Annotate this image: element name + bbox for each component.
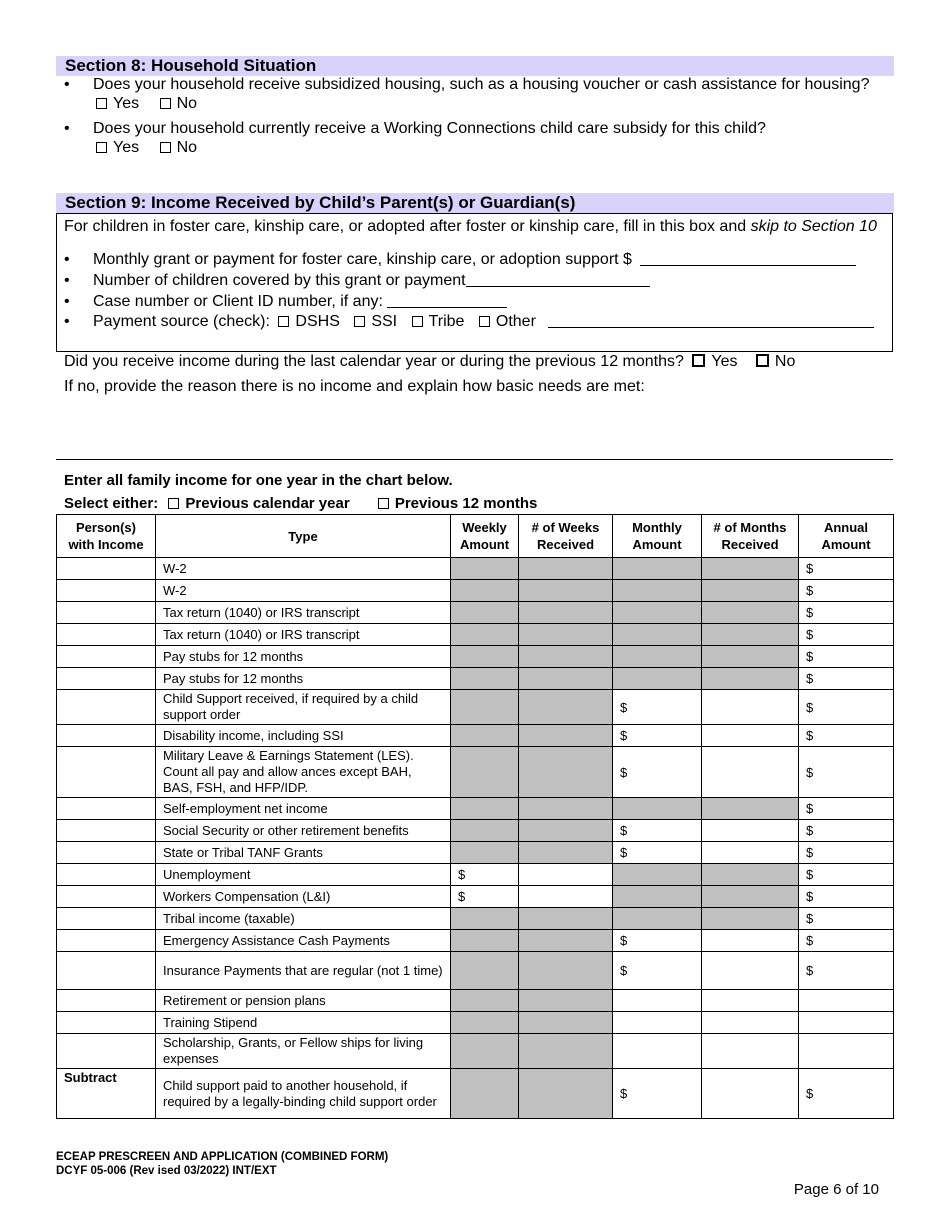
grant-amount-label: Monthly grant or payment for foster care, kinship care, or adoption support $ [93,251,632,268]
annual-cell[interactable]: $ [799,1069,894,1119]
months-cell[interactable] [702,602,799,624]
income-table-header [57,515,894,558]
weeks-cell[interactable] [519,842,613,864]
type-cell: Pay stubs for 12 months [156,668,451,690]
monthly-cell[interactable] [613,1012,702,1034]
weeks-cell[interactable] [519,558,613,580]
ssi-label: SSI [371,313,398,330]
type-cell: Retirement or pension plans [156,990,451,1012]
months-cell[interactable] [702,930,799,952]
income-yes-checkbox[interactable] [692,354,705,367]
monthly-cell[interactable]: $ [613,820,702,842]
person-cell[interactable] [57,646,156,668]
annual-cell[interactable]: $ [799,820,894,842]
subsidy-no-checkbox[interactable] [160,142,171,153]
weekly-cell[interactable] [451,580,519,602]
weeks-cell[interactable] [519,646,613,668]
col-person: Person(s) with Income [57,515,156,558]
tribe-checkbox[interactable] [412,316,423,327]
annual-cell[interactable]: $ [799,930,894,952]
weeks-cell[interactable] [519,1034,613,1069]
enter-income-instruction: Enter all family income for one year in the chart below. [64,472,453,489]
income-no-checkbox[interactable] [756,354,769,367]
other-checkbox[interactable] [479,316,490,327]
months-cell[interactable] [702,864,799,886]
person-cell[interactable] [57,908,156,930]
person-cell[interactable] [57,668,156,690]
monthly-cell[interactable]: $ [613,952,702,990]
ssi-checkbox[interactable] [354,316,365,327]
bullet: • [64,272,70,289]
monthly-cell[interactable]: $ [613,930,702,952]
weekly-cell[interactable] [451,820,519,842]
type-cell: Unemployment [156,864,451,886]
select-either-label: Select either: [64,495,159,512]
person-cell[interactable] [57,558,156,580]
monthly-cell[interactable] [613,908,702,930]
months-cell[interactable] [702,842,799,864]
page-number: Page 6 of 10 [793,1181,879,1198]
weekly-cell[interactable] [451,558,519,580]
monthly-cell[interactable] [613,1034,702,1069]
weekly-cell[interactable] [451,1012,519,1034]
annual-cell[interactable]: $ [799,558,894,580]
monthly-cell[interactable] [613,668,702,690]
monthly-cell[interactable]: $ [613,690,702,725]
type-cell: Tribal income (taxable) [156,908,451,930]
months-cell[interactable] [702,558,799,580]
annual-cell[interactable]: $ [799,908,894,930]
no-label: No [176,139,198,156]
person-cell[interactable] [57,886,156,908]
children-covered-line [93,272,650,290]
income-question-text: Did you receive income during the last calendar year or during the previous 12 months? [64,353,684,370]
person-cell[interactable] [57,864,156,886]
table-row [57,1069,894,1119]
table-row [57,842,894,864]
annual-cell[interactable] [799,990,894,1012]
annual-cell[interactable]: $ [799,624,894,646]
person-cell[interactable] [57,690,156,725]
children-covered-field[interactable] [466,272,650,287]
weeks-cell[interactable] [519,798,613,820]
annual-cell[interactable] [799,1034,894,1069]
weeks-cell[interactable] [519,602,613,624]
no-income-prompt: If no, provide the reason there is no income and explain how basic needs are met: [64,378,645,395]
annual-cell[interactable]: $ [799,602,894,624]
weeks-cell[interactable] [519,908,613,930]
table-row [57,1034,894,1069]
type-cell: Social Security or other retirement benefits [156,820,451,842]
yes-label: Yes [711,353,738,370]
col-weekly: Weekly Amount [451,515,519,558]
weekly-cell[interactable] [451,798,519,820]
table-row [57,668,894,690]
weekly-cell[interactable] [451,690,519,725]
type-cell: Child support paid to another household, if required by a legally-binding child support order [156,1069,451,1119]
table-row [57,558,894,580]
weekly-cell[interactable] [451,1069,519,1119]
skip-note: skip to Section 10 [750,218,877,235]
person-cell[interactable] [57,580,156,602]
form-name: ECEAP PRESCREEN AND APPLICATION (COMBINED FORM) [56,1151,389,1163]
table-row [57,908,894,930]
months-cell[interactable] [702,908,799,930]
weekly-cell[interactable] [451,1034,519,1069]
income-table [56,514,894,1119]
weeks-cell[interactable] [519,747,613,798]
foster-intro-text: For children in foster care, kinship care, or adopted after foster or kinship care, fill in this box and [64,218,747,235]
calendar-year-label: Previous calendar year [185,495,350,512]
bullet: • [64,120,70,137]
months-cell[interactable] [702,725,799,747]
col-monthly: Monthly Amount [613,515,702,558]
annual-cell[interactable]: $ [799,668,894,690]
explanation-divider [56,459,893,460]
months-cell[interactable] [702,886,799,908]
other-source-field[interactable] [548,313,874,328]
person-cell[interactable] [57,990,156,1012]
weeks-cell[interactable] [519,930,613,952]
annual-cell[interactable]: $ [799,886,894,908]
weekly-cell[interactable] [451,952,519,990]
months-cell[interactable] [702,668,799,690]
children-covered-label: Number of children covered by this grant or payment [93,272,466,289]
subsidy-question: Does your household currently receive a Working Connections child care subsidy for this child? [93,120,766,137]
months-cell[interactable] [702,1069,799,1119]
person-cell[interactable] [57,1034,156,1069]
annual-cell[interactable]: $ [799,842,894,864]
type-cell: Self-employment net income [156,798,451,820]
case-number-field[interactable] [387,293,507,308]
housing-question: Does your household receive subsidized housing, such as a housing voucher or cash assistance for housing? [93,76,870,93]
monthly-cell[interactable] [613,580,702,602]
table-row [57,725,894,747]
type-cell: Insurance Payments that are regular (not 1 time) [156,952,451,990]
weeks-cell[interactable] [519,580,613,602]
annual-cell[interactable]: $ [799,646,894,668]
yes-label: Yes [113,95,140,112]
weekly-cell[interactable] [451,624,519,646]
weekly-cell[interactable] [451,602,519,624]
months-cell[interactable] [702,646,799,668]
type-cell: Workers Compensation (L&I) [156,886,451,908]
weekly-cell[interactable] [451,842,519,864]
months-cell[interactable] [702,952,799,990]
bullet: • [64,251,70,268]
person-cell[interactable] [57,798,156,820]
table-row [57,602,894,624]
case-number-line [93,293,507,311]
tribe-label: Tribe [428,313,465,330]
person-cell[interactable]: Subtract [57,1069,156,1119]
table-row [57,747,894,798]
months-cell[interactable] [702,1012,799,1034]
table-row [57,624,894,646]
type-cell: Tax return (1040) or IRS transcript [156,624,451,646]
prev-12-months-checkbox[interactable] [378,498,389,509]
bullet: • [64,76,70,93]
weekly-cell[interactable] [451,908,519,930]
weeks-cell[interactable] [519,690,613,725]
foster-intro [64,218,877,236]
table-row [57,886,894,908]
no-label: No [176,95,198,112]
col-type: Type [156,515,451,558]
weekly-cell[interactable]: $ [451,886,519,908]
months-cell[interactable] [702,747,799,798]
person-cell[interactable] [57,1012,156,1034]
months-cell[interactable] [702,798,799,820]
grant-amount-line [93,251,856,269]
type-cell: Disability income, including SSI [156,725,451,747]
table-row [57,952,894,990]
weeks-cell[interactable] [519,886,613,908]
weeks-cell[interactable] [519,725,613,747]
table-row [57,820,894,842]
weeks-cell[interactable] [519,990,613,1012]
type-cell: W-2 [156,580,451,602]
prev-12-months-label: Previous 12 months [394,495,538,512]
dshs-checkbox[interactable] [278,316,289,327]
type-cell: Tax return (1040) or IRS transcript [156,602,451,624]
weekly-cell[interactable] [451,668,519,690]
monthly-cell[interactable]: $ [613,725,702,747]
form-number: DCYF 05-006 (Rev ised 03/2022) INT/EXT [56,1165,277,1177]
weeks-cell[interactable] [519,952,613,990]
bullet: • [64,313,70,330]
person-cell[interactable] [57,930,156,952]
type-cell: Military Leave & Earnings Statement (LES). Count all pay and allow ances except BAH, BAS, FSH, and HFP/IDP. [156,747,451,798]
income-question [64,353,795,371]
weekly-cell[interactable] [451,747,519,798]
weeks-cell[interactable] [519,668,613,690]
monthly-cell[interactable]: $ [613,1069,702,1119]
weeks-cell[interactable] [519,820,613,842]
monthly-cell[interactable] [613,864,702,886]
table-row [57,930,894,952]
annual-cell[interactable]: $ [799,690,894,725]
months-cell[interactable] [702,820,799,842]
weeks-cell[interactable] [519,1069,613,1119]
weekly-cell[interactable] [451,930,519,952]
monthly-cell[interactable] [613,602,702,624]
table-row [57,690,894,725]
months-cell[interactable] [702,624,799,646]
subsidy-yes-checkbox[interactable] [96,142,107,153]
table-row [57,798,894,820]
person-cell[interactable] [57,725,156,747]
monthly-cell[interactable] [613,798,702,820]
monthly-cell[interactable] [613,646,702,668]
table-row [57,580,894,602]
col-weeks: # of Weeks Received [519,515,613,558]
monthly-cell[interactable] [613,990,702,1012]
payment-source-line [93,313,874,331]
housing-no-checkbox[interactable] [160,98,171,109]
other-label: Other [495,313,536,330]
weeks-cell[interactable] [519,864,613,886]
months-cell[interactable] [702,1034,799,1069]
col-months: # of Months Received [702,515,799,558]
housing-answer [96,95,197,113]
case-number-label: Case number or Client ID number, if any: [93,293,383,310]
monthly-cell[interactable]: $ [613,747,702,798]
weekly-cell[interactable] [451,725,519,747]
person-cell[interactable] [57,747,156,798]
no-label: No [774,353,796,370]
person-cell[interactable] [57,624,156,646]
section-9-heading: Section 9: Income Received by Child’s Parent(s) or Guardian(s) [56,193,894,213]
annual-cell[interactable]: $ [799,725,894,747]
person-cell[interactable] [57,842,156,864]
weekly-cell[interactable] [451,646,519,668]
grant-amount-field[interactable] [640,251,856,266]
table-row [57,646,894,668]
annual-cell[interactable]: $ [799,747,894,798]
type-cell: Emergency Assistance Cash Payments [156,930,451,952]
annual-cell[interactable]: $ [799,952,894,990]
monthly-cell[interactable]: $ [613,842,702,864]
type-cell: Scholarship, Grants, or Fellow ships for living expenses [156,1034,451,1069]
annual-cell[interactable]: $ [799,864,894,886]
section-8-heading: Section 8: Household Situation [56,56,894,76]
table-row [57,990,894,1012]
type-cell: W-2 [156,558,451,580]
monthly-cell[interactable] [613,624,702,646]
bullet: • [64,293,70,310]
person-cell[interactable] [57,820,156,842]
annual-cell[interactable] [799,1012,894,1034]
payment-source-label: Payment source (check): [93,313,270,330]
weekly-cell[interactable] [451,990,519,1012]
table-row [57,864,894,886]
months-cell[interactable] [702,690,799,725]
monthly-cell[interactable] [613,886,702,908]
weeks-cell[interactable] [519,624,613,646]
calendar-year-checkbox[interactable] [168,498,179,509]
type-cell: Pay stubs for 12 months [156,646,451,668]
yes-label: Yes [113,139,140,156]
weekly-cell[interactable]: $ [451,864,519,886]
weeks-cell[interactable] [519,1012,613,1034]
monthly-cell[interactable] [613,558,702,580]
annual-cell[interactable]: $ [799,798,894,820]
subsidy-answer [96,139,197,157]
type-cell: State or Tribal TANF Grants [156,842,451,864]
table-row [57,1012,894,1034]
housing-yes-checkbox[interactable] [96,98,107,109]
type-cell: Training Stipend [156,1012,451,1034]
type-cell: Child Support received, if required by a child support order [156,690,451,725]
dshs-label: DSHS [295,313,340,330]
col-annual: Annual Amount [799,515,894,558]
person-cell[interactable] [57,952,156,990]
months-cell[interactable] [702,990,799,1012]
person-cell[interactable] [57,602,156,624]
select-period [64,495,537,512]
annual-cell[interactable]: $ [799,580,894,602]
months-cell[interactable] [702,580,799,602]
